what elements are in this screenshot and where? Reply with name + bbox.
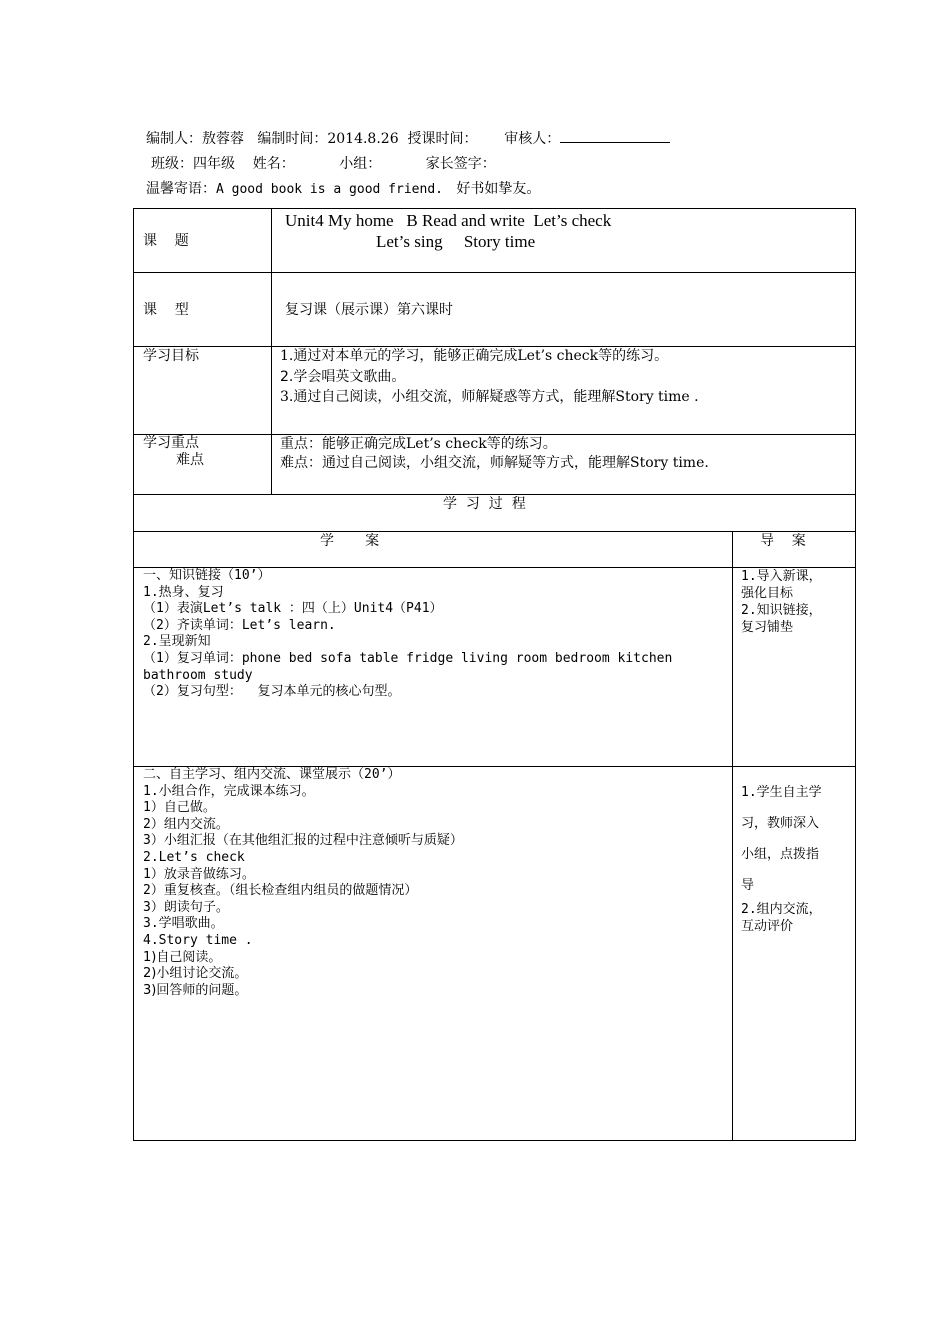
section-2-content [143,767,728,999]
section-1-line: 2.呈现新知 [143,634,211,650]
guide-line: 小组，点拨指 [741,847,820,862]
section-2-line: 2）重复核查。（组长检查组内组员的做题情况） [143,883,418,899]
section-2-line: 3）朗读句子。 [143,899,229,915]
label-column-divider [271,208,272,494]
guide-line: 1.学生自主学 [741,785,822,800]
section-2-line: 1.小组合作，完成课本练习。 [143,783,315,799]
guide-line: 2.知识链接， [741,603,822,618]
topic-line-2: Let’s sing Story time [376,232,536,251]
guide-line: 强化目标 [741,586,794,601]
row-divider [133,272,856,273]
section-1-line: bathroom study [143,667,253,683]
key-point: 重点：能够正确完成Let’s check等的练习。 [280,436,557,452]
header-line-2: 班级：四年级 姓名： 小组： 家长签字： [151,156,496,172]
topic-label: 课 题 [143,233,189,249]
section-1-guide [741,568,853,636]
row-divider [133,531,856,532]
type-label: 课 型 [143,302,189,318]
row-divider [133,434,856,435]
key-label-1: 学习重点 [143,435,199,451]
goal-label: 学习目标 [143,348,199,364]
section-2-line: 4.Story time . [143,932,253,948]
difficulty-point: 难点：通过自己阅读，小组交流，师解疑等方式，能理解Story time. [280,455,709,471]
row-divider [133,346,856,347]
guide-line: 互动评价 [741,919,794,934]
section-2-line: 2)小组讨论交流。 [143,966,248,982]
row-divider [133,494,856,495]
section-2-line: 1)自己阅读。 [143,949,222,965]
section-2-line: 1）放录音做练习。 [143,866,255,882]
guide-line: 导 [741,878,755,893]
type-value: 复习课（展示课）第六课时 [285,302,453,318]
guide-line: 2.组内交流， [741,902,822,917]
header-line-1 [146,128,670,148]
section-2-guide [741,777,853,935]
goal-1: 1.通过对本单元的学习，能够正确完成Let’s check等的练习。 [280,348,669,364]
guide-line: 习，教师深入 [741,816,820,831]
guide-column-divider [732,531,733,1141]
section-1-line: 一、知识链接（10’） [143,568,271,583]
teaching-guide-header: 导 案 [760,533,806,549]
key-label-2: 难点 [176,452,204,468]
motto-chinese: 好书如挚友。 [442,181,541,197]
motto-english: A good book is a good friend. [216,182,443,197]
section-1-line: （1）表演Let’s talk ：四（上）Unit4（P41） [143,601,443,617]
section-2-line: 1）自己做。 [143,800,216,816]
section-2-line: 2）组内交流。 [143,816,229,832]
section-1-line: （2）齐读单词：Let’s learn. [143,617,336,633]
section-2-line: 3）小组汇报（在其他组汇报的过程中注意倾听与质疑） [143,833,463,849]
section-2-line: 3)回答师的问题。 [143,982,248,998]
motto-label: 温馨寄语： [146,181,216,197]
topic-line-1: Unit4 My home B Read and write Let’s check [285,211,612,230]
section-2-line: 二、自主学习、组内交流、课堂展示（20’） [143,767,401,782]
header-author-time: 编制人：敖蓉蓉 编制时间：2014.8.26 授课时间： 审核人： [146,131,561,147]
guide-line: 复习铺垫 [741,620,794,635]
section-2-line: 2.Let’s check [143,849,245,865]
learning-plan-header: 学 案 [320,533,380,549]
guide-line: 1.导入新课， [741,569,822,584]
process-title: 学 习 过 程 [443,496,526,512]
section-1-content [143,568,728,701]
goal-3: 3.通过自己阅读，小组交流，师解疑惑等方式，能理解Story time . [280,389,699,405]
reviewer-blank [560,129,670,143]
goal-2: 2.学会唱英文歌曲。 [280,369,406,385]
section-1-line: （2）复习句型： 复习本单元的核心句型。 [143,684,401,700]
section-1-line: 1.热身、复习 [143,584,224,600]
section-1-line: （1）复习单词：phone bed sofa table fridge living room bedroom kitchen [143,650,673,666]
header-line-3 [146,178,540,198]
section-2-line: 3.学唱歌曲。 [143,916,224,932]
